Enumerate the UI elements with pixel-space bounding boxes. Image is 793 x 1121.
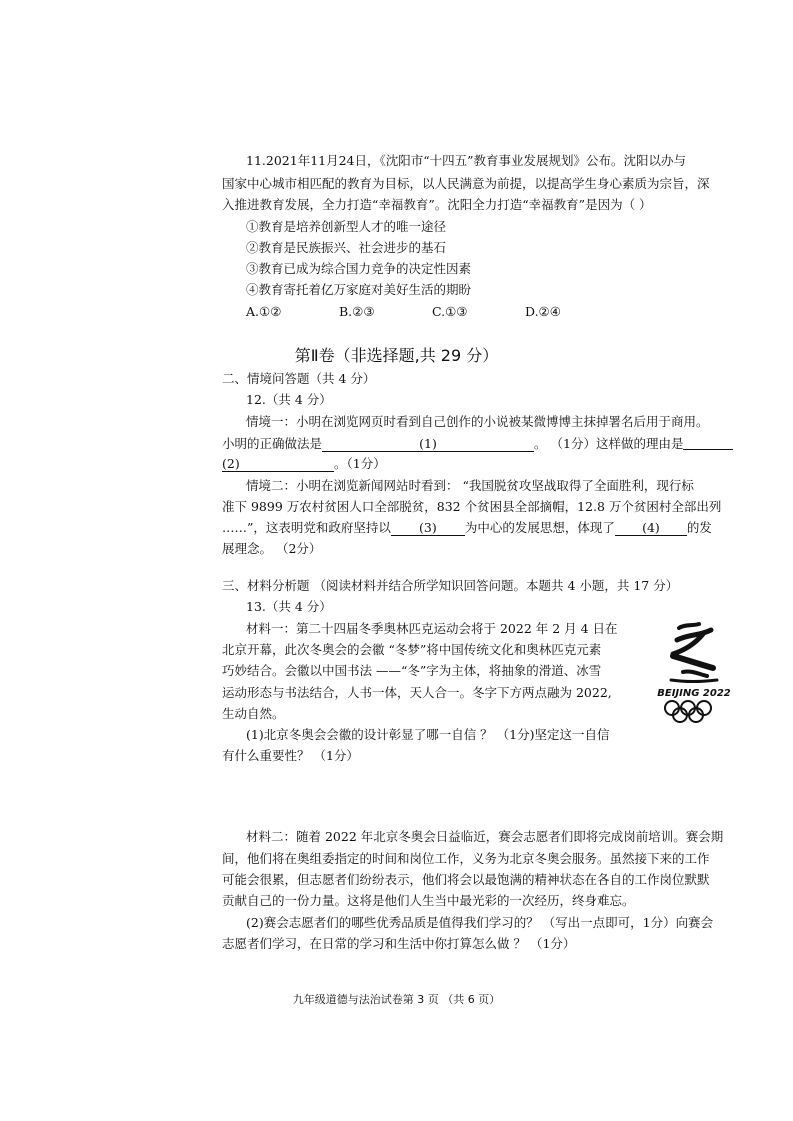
section3-heading: 三、材料分析题 （阅读材料并结合所学知识回答问题。本题共 4 小题，共 17 分） [222,578,679,593]
material2-line-1: 材料二：随着 2022 年北京冬奥会日益临近，赛会志愿者们即将完成岗前培训。赛会期 [246,829,724,844]
question2-line-2: 志愿者们学习，在日常的学习和生活中你打算怎么做 ？ （1分） [222,936,576,951]
scenario2-line-1: 情境二：小明在浏览新闻网站时看到： “我国脱贫攻坚战取得了全面胜利，现行标 [246,478,694,493]
q11-item-1: ①教育是培养创新型人才的唯一途径 [246,219,447,234]
answer-blank-1[interactable]: (1) [322,436,534,452]
emblem-wordmark: BEIJING 2022 [657,688,731,699]
scenario2-line-2: 准下 9899 万农村贫困人口全部脱贫，832 个贫困县全部摘帽，12.8 万个贫困村全部出列 [222,499,722,514]
q11-options [246,304,618,320]
material2-line-4: 贡献自己的一份力量。这将是他们人生当中最光彩的一次经历，终身难忘。 [222,893,635,908]
part2-title: 第Ⅱ卷（非选择题,共 29 分） [294,346,499,365]
scenario1-middle: 。 （1分）这样做的理由是 [534,436,684,451]
material1-line-4: 运动形态与书法结合，人书一体，天人合一。冬字下方两点融为 2022, [222,685,612,700]
material1-line-1: 材料一：第二十四届冬季奥林匹克运动会将于 2022 年 2 月 4 日在 [246,621,618,636]
question1-line-1: (1)北京冬奥会会徽的设计彰显了哪一自信 ？ （1分)坚定这一自信 [246,727,610,742]
answer-blank-2-start[interactable] [683,435,733,450]
answer-blank-4[interactable]: (4) [615,520,687,536]
scenario1-suffix: 。（1分） [334,456,386,471]
page-footer: 九年级道德与法治试卷第 3 页 （共 6 页） [292,993,501,1006]
material2-line-3: 可能会很累，但志愿者们纷纷表示，他们将会以最饱满的精神状态在各自的工作岗位默默 [222,872,710,887]
q12-label: 12.（共 4 分） [246,392,332,407]
q11-stem-line-2: 国家中心城市相匹配的教育为目标，以人民满意为前提，以提高学生身心素质为宗旨，深 [222,176,710,191]
scenario1-prefix: 小明的正确做法是 [222,436,323,451]
material1-line-5: 生动自然。 [222,706,285,721]
q11-option-c: C.①③ [432,304,468,319]
scenario2-prefix: ……”，这表明党和政府坚持以 [222,520,391,535]
q11-stem-line-1: 11.2021年11月24日，《沈阳市“十四五”教育事业发展规划》公布。沈阳以办与 [246,153,687,168]
beijing-2022-emblem [655,620,733,724]
q11-option-d: D.②④ [525,304,561,319]
section2-heading: 二、情境问答题（共 4 分） [222,371,376,386]
q11-item-3: ③教育已成为综合国力竞争的决定性因素 [246,261,472,276]
scenario2-line-4: 展理念。 （2分） [222,541,322,556]
answer-blank-2[interactable]: (2) [222,456,334,472]
answer-blank-3[interactable]: (3) [391,520,465,536]
scenario1-line-1: 情境一：小明在浏览网页时看到自己创作的小说被某微博博主抹掉署名后用于商用。 [246,414,709,429]
material1-line-3: 巧妙结合。会徽以中国书法 ——“冬”字为主体，将抽象的滑道、冰雪 [222,663,602,678]
q11-stem-line-3: 入推进教育发展，全力打造“幸福教育”。沈阳全力打造“幸福教育”是因为（ ） [222,197,652,212]
scenario1-line-3 [222,456,386,472]
scenario2-suffix: 的发 [686,520,712,535]
q11-item-2: ②教育是民族振兴、社会进步的基石 [246,240,447,255]
winter-dream-emblem-icon [655,620,733,724]
olympic-rings-icon [665,701,711,722]
scenario1-line-2 [222,435,733,452]
question2-line-1: (2)赛会志愿者们的哪些优秀品质是值得我们学习的？ （写出一点即可，1分）向赛会 [246,915,714,930]
q11-item-4: ④教育寄托着亿万家庭对美好生活的期盼 [246,282,472,297]
q13-label: 13.（共 4 分） [246,599,332,614]
material2-line-2: 间，他们将在奥组委指定的时间和岗位工作，义务为北京冬奥会服务。虽然接下来的工作 [222,851,710,866]
scenario2-line-3 [222,520,712,536]
material1-line-2: 北京开幕，此次冬奥会的会徽 “冬梦”将中国传统文化和奥林匹克元素 [222,642,602,657]
q11-option-b: B.②③ [339,304,375,319]
question1-line-2: 有什么重要性？ （1分） [222,748,359,763]
q11-option-a: A.①② [246,304,282,319]
scenario2-middle: 为中心的发展思想，体现了 [464,520,615,535]
